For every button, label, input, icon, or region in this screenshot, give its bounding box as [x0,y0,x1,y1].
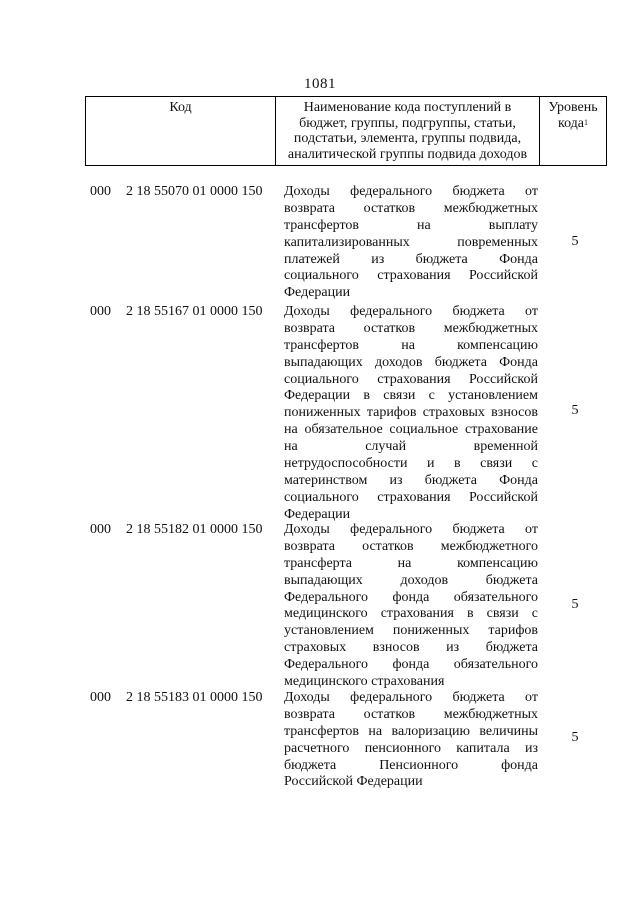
description-line: Федерального фонда обязательного [284,589,538,605]
income-code: 2 18 55183 01 0000 150 [126,690,263,705]
description-line: социального страхования Российской [284,371,538,387]
description-line: трансфертов на компенсацию [284,337,538,353]
description-line: выпадающих доходов бюджета [284,572,538,588]
description-line: выпадающих доходов бюджета Фонда [284,354,538,370]
income-code: 2 18 55167 01 0000 150 [126,304,263,319]
code-level: 5 [571,730,579,745]
header-level-word: кода [557,115,585,131]
description-line: на случай временной [284,439,538,455]
description-line: возврата остатков межбюджетного [284,538,538,554]
header-name-line: аналитической группы подвида доходов [287,146,528,162]
income-description [284,184,538,302]
table-row [0,184,640,302]
description-line: социального страхования Российской [284,268,538,284]
header-name-line: бюджет, группы, подгруппы, статьи, [299,115,516,131]
admin-code: 000 [90,522,111,537]
income-description [284,522,538,691]
description-line: Федерального фонда обязательного [284,657,538,673]
header-level-footnote: 1 [584,117,589,127]
description-line: пониженных тарифов страховых взносов [284,405,538,421]
header-name-cell [276,97,540,165]
description-line: медицинского страхования [284,674,445,690]
income-code: 2 18 55070 01 0000 150 [126,184,263,199]
header-level-cell [540,97,607,165]
description-line: страховых взносов из бюджета [284,640,538,656]
description-line: социального страхования Российской [284,489,538,505]
description-line: Федерации [284,506,351,522]
header-level-line [540,116,606,132]
admin-code: 000 [90,184,111,199]
code-level: 5 [571,597,579,612]
description-line: Доходы федерального бюджета от [284,690,538,705]
description-line: трансфертов на валоризацию величины [284,723,538,739]
description-line: расчетного пенсионного капитала из [284,740,538,756]
code-level: 5 [571,234,579,249]
description-line: трансферта на компенсацию [284,555,538,571]
description-line: медицинского страхования в связи с [284,606,538,622]
header-name-line: подстатьи, элемента, группы подвида, [293,131,522,146]
description-line: возврата остатков межбюджетных [284,706,538,722]
description-line: возврата остатков межбюджетных [284,320,538,336]
code-level: 5 [571,403,579,418]
table-row [0,690,640,791]
header-level-line: Уровень [548,100,598,115]
admin-code: 000 [90,304,111,319]
description-line: бюджета Пенсионного фонда [284,757,538,773]
income-description [284,304,538,524]
description-line: Доходы федерального бюджета от [284,522,538,537]
header-name-line: Наименование кода поступлений в [303,100,512,115]
description-line: Федерации [284,285,351,301]
description-line: возврата остатков межбюджетных [284,200,538,216]
description-line: Доходы федерального бюджета от [284,184,538,199]
header-code-cell [85,97,276,165]
income-code: 2 18 55182 01 0000 150 [126,522,263,537]
table-row [0,522,640,691]
description-line: платежей из бюджета Фонда [284,251,538,267]
description-line: Федерации в связи с установлением [284,388,538,404]
table-header [85,96,607,166]
description-line: Российской Федерации [284,774,423,790]
description-line: капитализированных повременных [284,234,538,250]
description-line: трансфертов на выплату [284,217,538,233]
page-number: 1081 [304,76,336,92]
admin-code: 000 [90,690,111,705]
table-row [0,304,640,524]
description-line: установлением пониженных тарифов [284,623,538,639]
description-line: нетрудоспособности и в связи с [284,456,538,472]
income-description [284,690,538,791]
header-code-label: Код [169,100,192,115]
description-line: Доходы федерального бюджета от [284,304,538,319]
description-line: на обязательное социальное страхование [284,422,538,438]
description-line: материнством из бюджета Фонда [284,472,538,488]
